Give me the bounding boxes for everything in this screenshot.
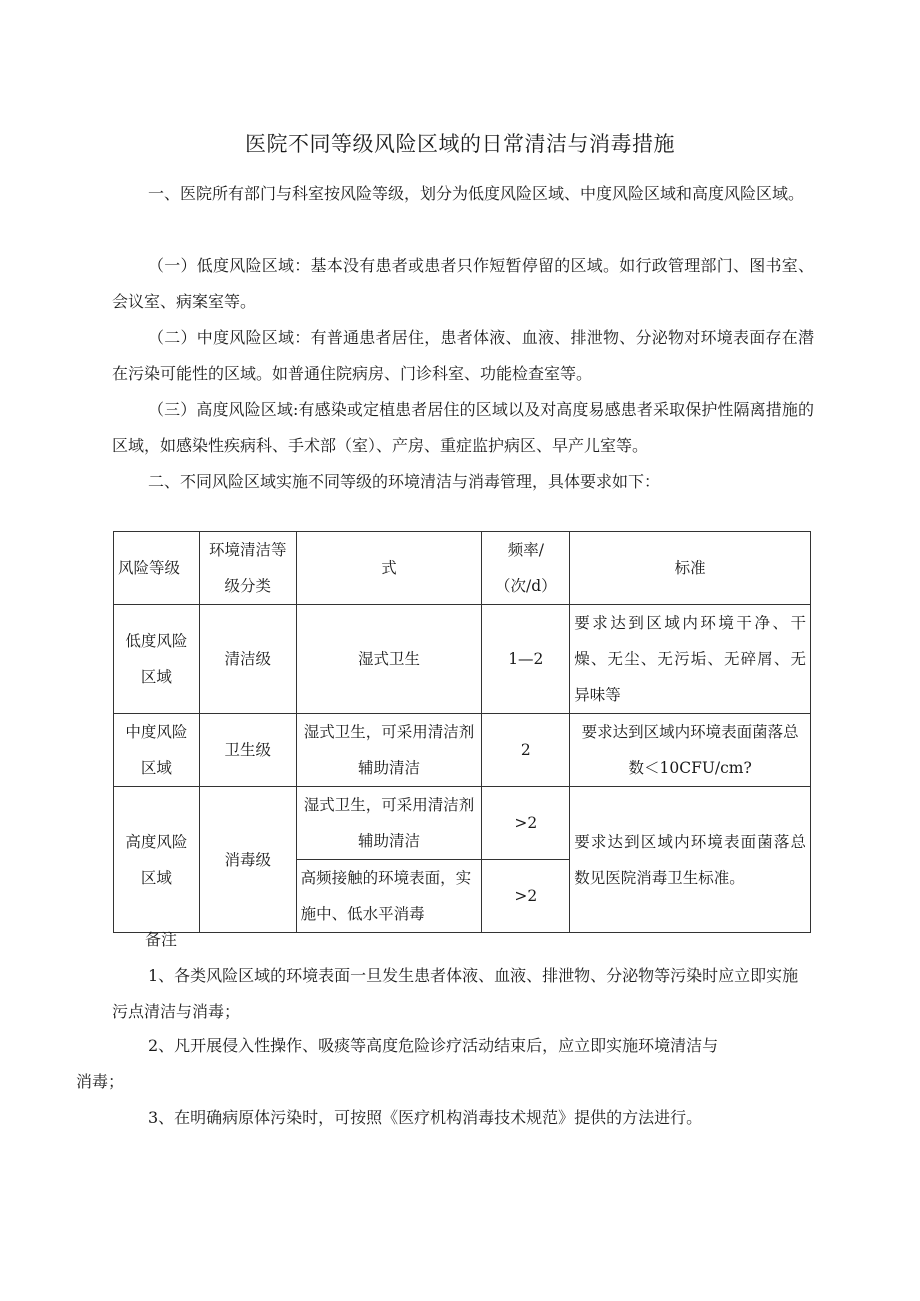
note-item-2-line-1: 2、凡开展侵入性操作、吸痰等高度危险诊疗活动结束后，应立即实施环境清洁与 — [148, 1036, 719, 1055]
cell-high-method-1: 湿式卫生，可采用清洁剂辅助清洁 — [296, 787, 482, 860]
paragraph-risk-classification: 一、医院所有部门与科室按风险等级，划分为低度风险区域、中度风险区域和高度风险区域。 — [148, 184, 805, 203]
cell-high-method-2: 高频接触的环境表面，实施中、低水平消毒 — [296, 860, 482, 933]
cell-low-risk-level: 低度风险区域 — [114, 605, 200, 714]
header-risk-level: 风险等级 — [114, 532, 200, 605]
table-row-low-risk — [114, 605, 811, 714]
cell-mid-frequency: 2 — [482, 714, 570, 787]
cell-mid-clean-level: 卫生级 — [199, 714, 296, 787]
cell-low-clean-level: 清洁级 — [199, 605, 296, 714]
cell-low-frequency: 1—2 — [482, 605, 570, 714]
table-row-mid-risk — [114, 714, 811, 787]
header-method: 式 — [296, 532, 482, 605]
table-header-row — [114, 532, 811, 605]
cell-low-standard: 要求达到区域内环境干净、干燥、无尘、无污垢、无碎屑、无异味等 — [570, 605, 811, 714]
cell-mid-risk-level: 中度风险区域 — [114, 714, 200, 787]
cell-high-standard: 要求达到区域内环境表面菌落总数见医院消毒卫生标准。 — [570, 787, 811, 933]
header-clean-level: 环境清洁等级分类 — [199, 532, 296, 605]
notes-label: 备注 — [145, 930, 178, 949]
cell-mid-standard: 要求达到区域内环境表面菌落总数＜10CFU/cm? — [570, 714, 811, 787]
paragraph-high-risk-area: （三）高度风险区域:有感染或定植患者居住的区域以及对高度易感患者采取保护性隔离措施的区域，如感染性疾病科、手术部（室）、产房、重症监护病区、早产儿室等。 — [112, 400, 814, 455]
table-row-high-risk-1 — [114, 787, 811, 860]
paragraph-management-intro: 二、不同风险区域实施不同等级的环境清洁与消毒管理，具体要求如下： — [148, 472, 661, 491]
note-item-2-line-2: 消毒； — [76, 1072, 125, 1091]
cell-high-risk-level: 高度风险区域 — [114, 787, 200, 933]
document-title: 医院不同等级风险区域的日常清洁与消毒措施 — [245, 132, 675, 156]
cell-high-frequency-1: >2 — [482, 787, 570, 860]
paragraph-medium-risk-area: （二）中度风险区域：有普通患者居住，患者体液、血液、排泄物、分泌物对环境表面存在潜在污染可能性的区域。如普通住院病房、门诊科室、功能检查室等。 — [112, 328, 814, 383]
risk-cleaning-table — [113, 531, 811, 933]
cell-high-clean-level: 消毒级 — [199, 787, 296, 933]
note-item-2 — [76, 1028, 814, 1100]
paragraph-low-risk-area: （一）低度风险区域：基本没有患者或患者只作短暂停留的区域。如行政管理部门、图书室、会议室、病案室等。 — [112, 256, 814, 311]
cell-high-frequency-2: >2 — [482, 860, 570, 933]
note-item-3: 3、在明确病原体污染时，可按照《医疗机构消毒技术规范》提供的方法进行。 — [148, 1108, 703, 1127]
header-standard: 标准 — [570, 532, 811, 605]
cell-mid-method: 湿式卫生，可采用清洁剂辅助清洁 — [296, 714, 482, 787]
header-frequency: 频率/（次/d） — [482, 532, 570, 605]
note-item-1: 1、各类风险区域的环境表面一旦发生患者体液、血液、排泄物、分泌物等污染时应立即实施污点清洁与消毒； — [112, 966, 799, 1021]
cell-low-method: 湿式卫生 — [296, 605, 482, 714]
